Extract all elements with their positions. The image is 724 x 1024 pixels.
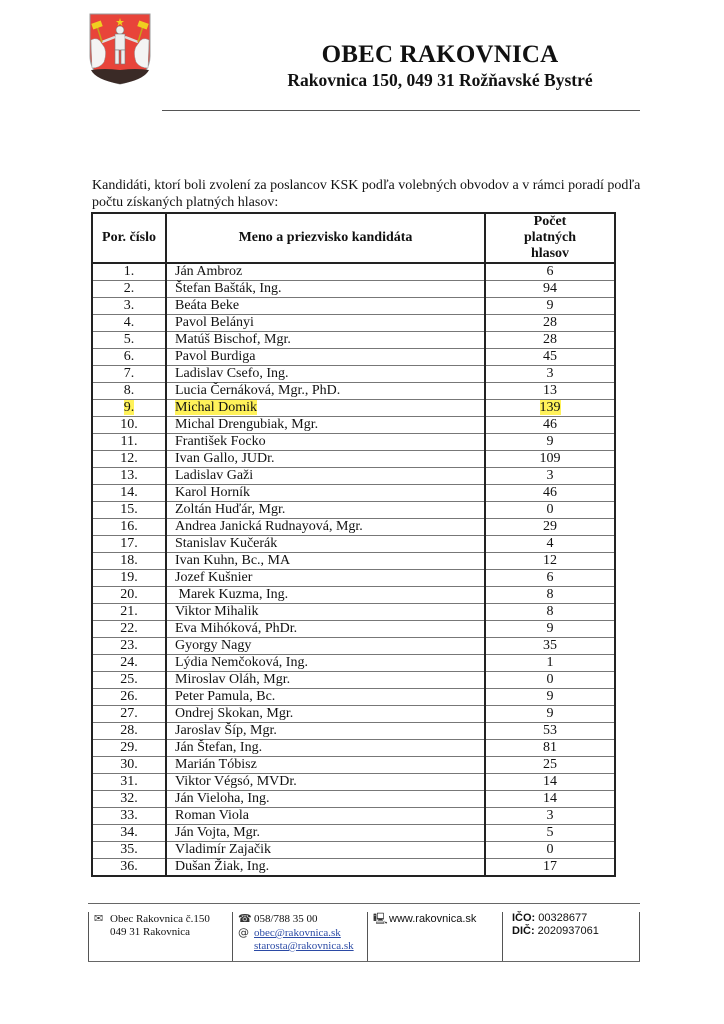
vote-count-cell [485,485,615,502]
vote-count: 5 [546,825,554,840]
row-number: 12. [120,451,138,466]
candidate-name: Peter Pamula, Bc. [175,689,276,704]
row-number: 9. [123,400,135,415]
envelope-icon: ✉ [94,912,104,925]
candidate-name-cell [166,400,485,417]
table-row [92,655,615,672]
vote-count: 0 [546,672,554,687]
table-header-row [92,213,615,263]
candidate-name-cell [166,859,485,877]
candidate-name: Ivan Kuhn, Bc., MA [175,553,291,568]
row-number-cell [92,757,166,774]
table-row [92,383,615,400]
vote-count: 46 [543,485,557,500]
row-number-cell [92,672,166,689]
vote-count: 3 [546,808,554,823]
candidate-name-cell [166,672,485,689]
vote-count-cell [485,536,615,553]
vote-count-cell [485,366,615,383]
vote-count-cell [485,740,615,757]
candidate-name: Ján Štefan, Ing. [175,740,263,755]
table-row [92,485,615,502]
vote-count: 13 [543,383,557,398]
row-number-cell [92,434,166,451]
row-number-cell [92,706,166,723]
table-row [92,757,615,774]
candidate-name: Pavol Burdiga [175,349,256,364]
candidate-name: Stanislav Kučerák [175,536,278,551]
row-number-cell [92,400,166,417]
row-number: 30. [120,757,138,772]
vote-count: 53 [543,723,557,738]
vote-count-cell [485,519,615,536]
vote-count: 9 [546,434,554,449]
row-number-cell [92,519,166,536]
table-row [92,706,615,723]
vote-count-cell [485,774,615,791]
vote-count: 9 [546,689,554,704]
vote-count-cell [485,315,615,332]
vote-count-cell [485,655,615,672]
vote-count-cell [485,757,615,774]
candidate-name-cell [166,451,485,468]
footer-divider [367,912,368,961]
row-number-cell [92,485,166,502]
footer-contact [238,912,368,961]
row-number-cell [92,281,166,298]
table-row [92,263,615,281]
vote-count-cell [485,400,615,417]
row-number-cell [92,604,166,621]
row-number-cell [92,825,166,842]
table-row [92,502,615,519]
vote-count-cell [485,587,615,604]
candidate-name-cell [166,604,485,621]
row-number-cell [92,263,166,281]
candidate-name: Ján Vojta, Mgr. [175,825,261,840]
vote-count: 139 [539,400,561,415]
vote-count: 1 [546,655,554,670]
table-row [92,570,615,587]
row-number: 1. [123,264,135,279]
candidate-name-cell [166,808,485,825]
vote-count: 25 [543,757,557,772]
candidate-name-cell [166,553,485,570]
candidate-name: Karol Horník [175,485,251,500]
vote-count-cell [485,689,615,706]
row-number: 25. [120,672,138,687]
footer-divider [639,912,640,961]
table-row [92,638,615,655]
candidate-name-cell [166,349,485,366]
candidate-name-cell [166,774,485,791]
row-number: 2. [123,281,135,296]
vote-count-cell [485,383,615,400]
website-link[interactable]: www.rakovnica.sk [389,913,477,925]
at-icon: @ [238,926,249,939]
candidate-name-cell [166,825,485,842]
candidate-name-cell [166,281,485,298]
vote-count-cell [485,842,615,859]
row-number-cell [92,315,166,332]
candidate-name: Eva Mihóková, PhDr. [175,621,298,636]
row-number: 22. [120,621,138,636]
vote-count-cell [485,621,615,638]
row-number-cell [92,587,166,604]
row-number: 8. [123,383,135,398]
ico-label: IČO: [512,912,536,924]
row-number: 7. [123,366,135,381]
table-row [92,434,615,451]
address-line-2: 049 31 Rakovnica [110,926,191,938]
table-row [92,808,615,825]
vote-count-cell [485,502,615,519]
row-number-cell [92,655,166,672]
table-row [92,400,615,417]
table-body [92,263,615,876]
candidate-name-cell [166,332,485,349]
candidate-name: Roman Viola [175,808,249,823]
table-row [92,332,615,349]
vote-count-cell [485,349,615,366]
candidate-name: Andrea Janická Rudnayová, Mgr. [175,519,363,534]
vote-count: 0 [546,842,554,857]
vote-count-cell [485,434,615,451]
candidates-table [91,212,616,877]
vote-count: 9 [546,298,554,313]
row-number: 21. [120,604,138,619]
row-number: 3. [123,298,135,313]
vote-count-cell [485,791,615,808]
vote-count-cell [485,706,615,723]
vote-count: 46 [543,417,557,432]
row-number: 36. [120,859,138,874]
column-header-number: Por. číslo [92,213,166,263]
header-divider [162,110,640,111]
row-number-cell [92,451,166,468]
row-number-cell [92,859,166,877]
candidate-name-cell [166,263,485,281]
email-link-starosta[interactable]: starosta@rakovnica.sk [254,940,354,952]
candidate-name: Jozef Kušnier [175,570,253,585]
footer-address [94,912,232,961]
phone-number: 058/788 35 00 [254,913,318,925]
computer-icon: 🖳 [373,912,388,925]
row-number-cell [92,740,166,757]
vote-count: 12 [543,553,557,568]
table-row [92,451,615,468]
row-number: 17. [120,536,138,551]
candidate-name-cell [166,434,485,451]
candidate-name: Matúš Bischof, Mgr. [175,332,291,347]
candidate-name-cell [166,315,485,332]
row-number: 31. [120,774,138,789]
candidate-name: Zoltán Huďár, Mgr. [175,502,286,517]
candidate-name-cell [166,757,485,774]
table-row [92,859,615,877]
column-header-name: Meno a priezvisko kandidáta [166,213,485,263]
candidate-name-cell [166,570,485,587]
vote-count: 8 [546,587,554,602]
row-number: 14. [120,485,138,500]
row-number: 15. [120,502,138,517]
vote-count: 28 [543,332,557,347]
candidate-name-cell [166,723,485,740]
candidate-name: Ladislav Gaži [175,468,254,483]
candidate-name: Ladislav Csefo, Ing. [175,366,289,381]
table-row [92,468,615,485]
candidate-name-cell [166,587,485,604]
row-number: 4. [123,315,135,330]
footer-web [373,912,503,961]
vote-count: 6 [546,570,554,585]
vote-count-cell [485,638,615,655]
table-row [92,587,615,604]
row-number-cell [92,468,166,485]
dic-value: 2020937061 [534,925,599,937]
candidate-name: Marián Tóbisz [175,757,257,772]
dic-label: DIČ: [512,925,535,937]
table-row [92,519,615,536]
candidate-name-cell [166,655,485,672]
phone-icon: ☎ [238,912,252,925]
candidate-name: Michal Drengubiak, Mgr. [175,417,319,432]
candidate-name: Viktor Végsó, MVDr. [175,774,297,789]
vote-count: 29 [543,519,557,534]
table-row [92,315,615,332]
footer-divider [232,912,233,961]
row-number-cell [92,383,166,400]
row-number: 11. [120,434,138,449]
row-number-cell [92,774,166,791]
candidate-name: Ján Ambroz [175,264,243,279]
vote-count-cell [485,859,615,877]
row-number: 19. [120,570,138,585]
row-number: 5. [123,332,135,347]
row-number-cell [92,689,166,706]
vote-count-cell [485,451,615,468]
vote-count: 28 [543,315,557,330]
table-row [92,825,615,842]
vote-count: 94 [543,281,557,296]
vote-count: 8 [546,604,554,619]
candidate-name: Ivan Gallo, JUDr. [175,451,275,466]
table-row [92,298,615,315]
table-row [92,366,615,383]
candidate-name: František Focko [175,434,266,449]
vote-count: 35 [543,638,557,653]
document-title: OBEC RAKOVNICA [321,41,559,68]
row-number: 26. [120,689,138,704]
table-row [92,417,615,434]
row-number-cell [92,536,166,553]
table-row [92,842,615,859]
table-row [92,553,615,570]
candidate-name-cell [166,842,485,859]
address-line-1: Obec Rakovnica č.150 [110,913,210,925]
vote-count-cell [485,604,615,621]
candidate-name: Dušan Žiak, Ing. [175,859,270,874]
row-number: 29. [120,740,138,755]
row-number: 35. [120,842,138,857]
candidate-name: Štefan Bašták, Ing. [175,281,282,296]
candidate-name: Viktor Mihalik [175,604,259,619]
row-number-cell [92,791,166,808]
vote-count-cell [485,263,615,281]
column-header-votes: Počet platných hlasov [485,213,615,263]
table-row [92,723,615,740]
table-row [92,791,615,808]
vote-count: 81 [543,740,557,755]
table-row [92,281,615,298]
footer [88,903,640,962]
row-number: 23. [120,638,138,653]
candidate-name-cell [166,468,485,485]
row-number-cell [92,332,166,349]
candidate-name: Ondrej Skokan, Mgr. [175,706,294,721]
vote-count: 17 [543,859,557,874]
row-number: 10. [120,417,138,432]
table-row [92,349,615,366]
vote-count-cell [485,417,615,434]
candidate-name: Beáta Beke [175,298,240,313]
vote-count: 45 [543,349,557,364]
candidate-name-cell [166,298,485,315]
row-number-cell [92,842,166,859]
table-row [92,536,615,553]
vote-count: 14 [543,774,557,789]
vote-count-cell [485,723,615,740]
vote-count: 4 [546,536,554,551]
footer-ids [512,912,637,961]
candidate-name-cell [166,791,485,808]
vote-count: 14 [543,791,557,806]
row-number-cell [92,502,166,519]
intro-text: Kandidáti, ktorí boli zvolení za poslancov KSK podľa volebných obvodov a v rámci poradí podľa počtu získaných platných hlasov: [92,178,641,210]
vote-count-cell [485,553,615,570]
coat-of-arms-logo [88,12,152,86]
candidate-name: Marek Kuzma, Ing. [175,587,289,602]
vote-count-cell [485,672,615,689]
row-number-cell [92,553,166,570]
table-row [92,774,615,791]
row-number-cell [92,621,166,638]
row-number-cell [92,417,166,434]
candidate-name-cell [166,383,485,400]
vote-count-cell [485,808,615,825]
candidate-name-cell [166,706,485,723]
candidate-name-cell [166,689,485,706]
table-row [92,689,615,706]
email-link-obec[interactable]: obec@rakovnica.sk [254,927,341,939]
vote-count-cell [485,570,615,587]
table-row [92,672,615,689]
row-number: 33. [120,808,138,823]
candidate-name-cell [166,417,485,434]
row-number: 6. [123,349,135,364]
candidate-name: Lýdia Nemčoková, Ing. [175,655,308,670]
vote-count: 109 [539,451,561,466]
ico-value: 00328677 [535,912,588,924]
candidate-name-cell [166,740,485,757]
candidate-name-cell [166,502,485,519]
vote-count: 3 [546,468,554,483]
row-number: 20. [120,587,138,602]
candidate-name: Miroslav Oláh, Mgr. [175,672,291,687]
candidate-name: Michal Domik [175,400,258,415]
vote-count-cell [485,298,615,315]
candidate-name: Gyorgy Nagy [175,638,252,653]
candidate-name-cell [166,519,485,536]
candidate-name-cell [166,366,485,383]
row-number: 28. [120,723,138,738]
row-number-cell [92,298,166,315]
candidate-name: Jaroslav Šíp, Mgr. [175,723,277,738]
row-number-cell [92,366,166,383]
candidate-name-cell [166,638,485,655]
vote-count: 9 [546,706,554,721]
row-number: 34. [120,825,138,840]
row-number: 32. [120,791,138,806]
vote-count: 3 [546,366,554,381]
footer-divider [502,912,503,961]
row-number-cell [92,349,166,366]
row-number-cell [92,638,166,655]
table-row [92,740,615,757]
vote-count-cell [485,332,615,349]
candidate-name: Pavol Belányi [175,315,254,330]
candidate-name: Lucia Černáková, Mgr., PhD. [175,383,341,398]
document-subtitle: Rakovnica 150, 049 31 Rožňavské Bystré [287,70,593,90]
vote-count: 6 [546,264,554,279]
candidate-name: Ján Vieloha, Ing. [175,791,270,806]
row-number-cell [92,723,166,740]
vote-count: 9 [546,621,554,636]
row-number-cell [92,570,166,587]
candidate-name-cell [166,485,485,502]
candidate-name-cell [166,621,485,638]
vote-count-cell [485,825,615,842]
candidate-name-cell [166,536,485,553]
row-number: 13. [120,468,138,483]
row-number: 18. [120,553,138,568]
vote-count-cell [485,281,615,298]
footer-divider [88,912,89,961]
row-number: 24. [120,655,138,670]
table-row [92,604,615,621]
vote-count: 0 [546,502,554,517]
candidate-name: Vladimír Zajačik [175,842,272,857]
row-number: 16. [120,519,138,534]
row-number: 27. [120,706,138,721]
vote-count-cell [485,468,615,485]
row-number-cell [92,808,166,825]
table-row [92,621,615,638]
